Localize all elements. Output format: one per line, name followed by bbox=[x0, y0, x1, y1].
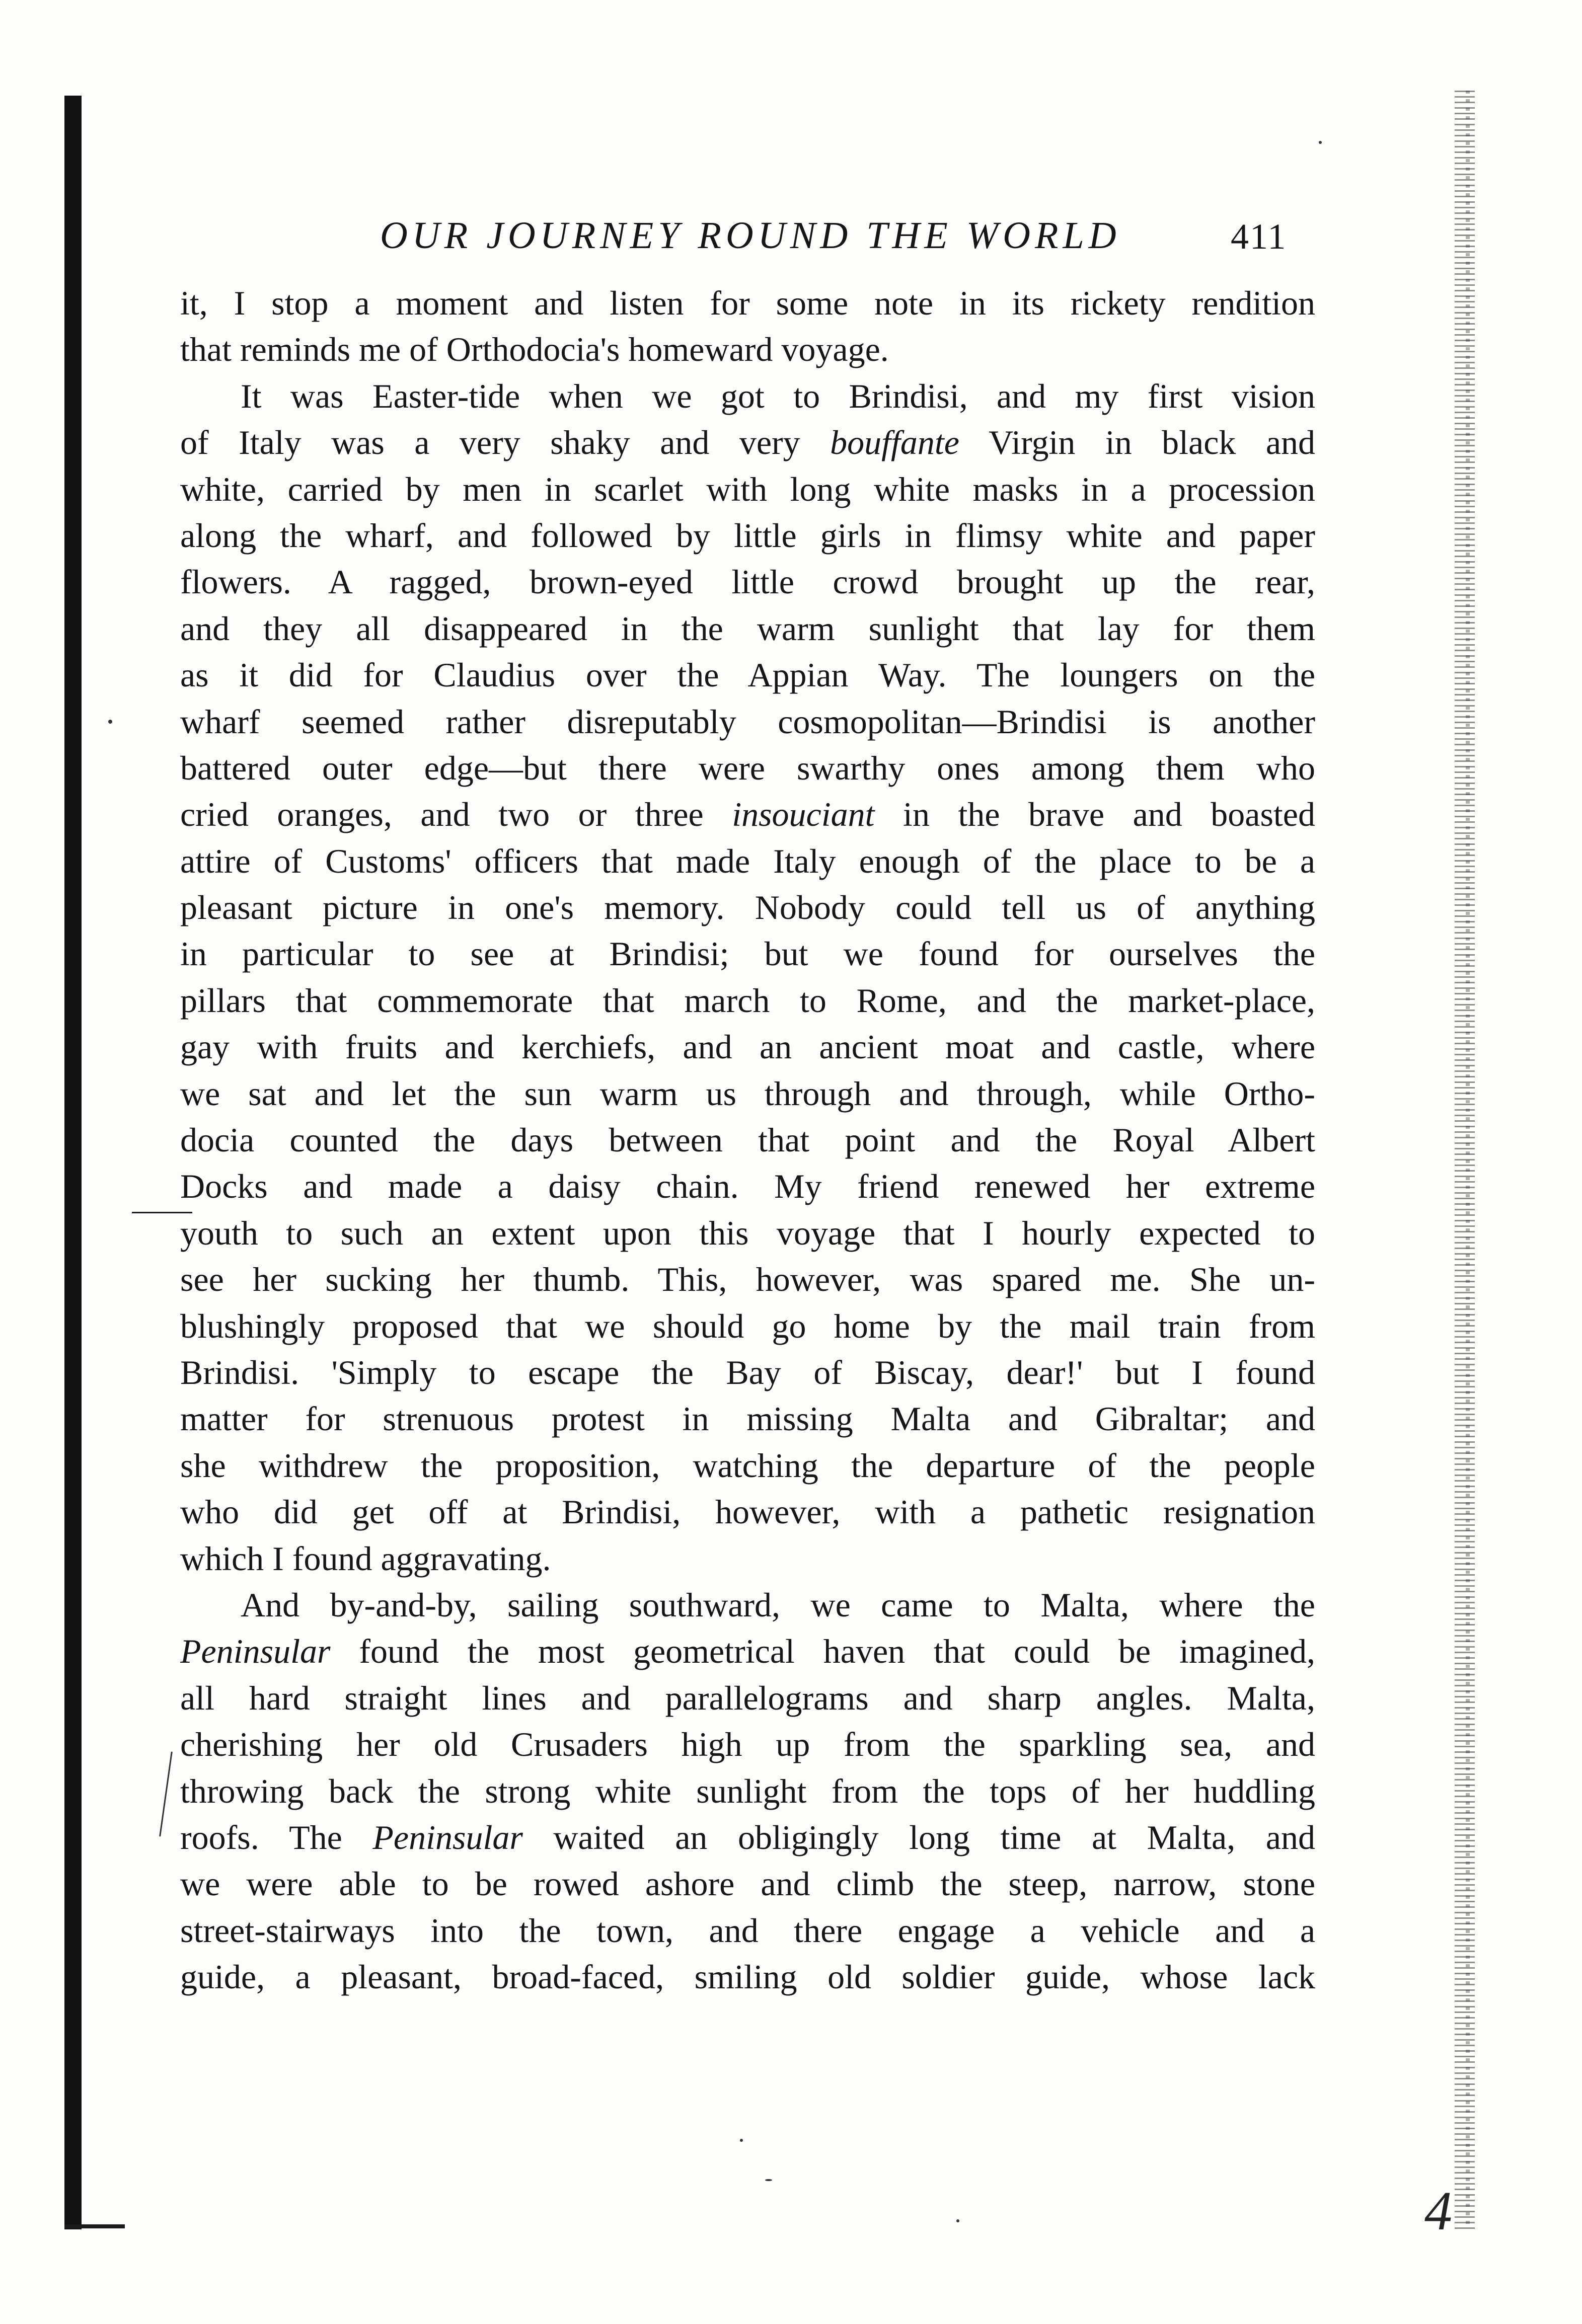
binding-edge-foot bbox=[64, 2224, 125, 2228]
text-line: street-stairways into the town, and there engage a vehicle and a bbox=[180, 1911, 1315, 1950]
text-line: blushingly proposed that we should go home by the mail train from bbox=[180, 1306, 1315, 1345]
text-line: And by-and-by, sailing southward, we came to Malta, where the bbox=[241, 1585, 1315, 1624]
scan-speck bbox=[956, 2219, 959, 2222]
text-line: as it did for Claudius over the Appian Way. The loungers on the bbox=[180, 656, 1315, 694]
text-line: youth to such an extent upon this voyage that I hourly expected to bbox=[180, 1213, 1315, 1252]
scan-speck bbox=[740, 2139, 743, 2142]
text-line: who did get off at Brindisi, however, with a pathetic resignation bbox=[180, 1493, 1315, 1531]
text-line: roofs. The Peninsular waited an obligingly long time at Malta, and bbox=[180, 1818, 1315, 1856]
text-line: pillars that commemorate that march to Rome, and the market-place, bbox=[180, 981, 1315, 1020]
text-line: wharf seemed rather disreputably cosmopolitan—Brindisi is another bbox=[180, 702, 1315, 741]
scan-edge-dots bbox=[1455, 91, 1475, 2229]
text-line: cried oranges, and two or three insouciant in the brave and boasted bbox=[180, 795, 1315, 834]
scan-speck bbox=[765, 2179, 772, 2181]
text-line: attire of Customs' officers that made Italy enough of the place to be a bbox=[180, 841, 1315, 880]
margin-pencil-rule bbox=[132, 1212, 192, 1213]
text-line: matter for strenuous protest in missing Malta and Gibraltar; and bbox=[180, 1400, 1315, 1438]
text-line: It was Easter-tide when we got to Brindisi, and my first vision bbox=[241, 376, 1315, 415]
text-line: pleasant picture in one's memory. Nobody could tell us of anything bbox=[180, 888, 1315, 927]
text-line: battered outer edge—but there were swarthy ones among them who bbox=[180, 748, 1315, 787]
text-line: that reminds me of Orthodocia's homeward voyage. bbox=[180, 330, 889, 369]
text-line: all hard straight lines and parallelograms and sharp angles. Malta, bbox=[180, 1678, 1315, 1717]
text-line: it, I stop a moment and listen for some note in its rickety rendition bbox=[180, 284, 1315, 322]
text-line: we were able to be rowed ashore and climb the steep, narrow, stone bbox=[180, 1865, 1315, 1903]
body-text bbox=[180, 280, 1315, 2000]
text-line: cherishing her old Crusaders high up from the sparkling sea, and bbox=[180, 1725, 1315, 1764]
text-line: Docks and made a daisy chain. My friend renewed her extreme bbox=[180, 1167, 1315, 1206]
margin-pencil-bracket bbox=[159, 1752, 173, 1837]
text-line: docia counted the days between that point and the Royal Albert bbox=[180, 1121, 1315, 1159]
text-line: of Italy was a very shaky and very bouffante Virgin in black and bbox=[180, 423, 1315, 462]
scan-speck bbox=[1319, 141, 1322, 144]
scan-speck bbox=[108, 720, 112, 724]
binding-edge bbox=[64, 96, 82, 2229]
text-line: throwing back the strong white sunlight from the tops of her huddling bbox=[180, 1771, 1315, 1810]
text-line: we sat and let the sun warm us through and through, while Ortho- bbox=[180, 1074, 1315, 1113]
text-line: Peninsular found the most geometrical haven that could be imagined, bbox=[180, 1632, 1315, 1671]
text-line: and they all disappeared in the warm sunlight that lay for them bbox=[180, 609, 1315, 648]
text-line: Brindisi. 'Simply to escape the Bay of Biscay, dear!' but I found bbox=[180, 1353, 1315, 1391]
text-line: along the wharf, and followed by little girls in flimsy white and paper bbox=[180, 516, 1315, 555]
page-header bbox=[380, 214, 1412, 274]
text-line: flowers. A ragged, brown-eyed little crowd brought up the rear, bbox=[180, 563, 1315, 601]
text-line: which I found aggravating. bbox=[180, 1539, 551, 1578]
running-title: OUR JOURNEY ROUND THE WORLD bbox=[380, 214, 1121, 257]
text-line: in particular to see at Brindisi; but we found for ourselves the bbox=[180, 935, 1315, 973]
text-line: see her sucking her thumb. This, however, was spared me. She un- bbox=[180, 1260, 1315, 1299]
text-line: guide, a pleasant, broad-faced, smiling old soldier guide, whose lack bbox=[180, 1958, 1315, 1996]
text-line: white, carried by men in scarlet with long white masks in a procession bbox=[180, 470, 1315, 508]
folio-scrawl: 4 bbox=[1424, 2180, 1452, 2241]
scan-edge-dots-inner bbox=[1466, 91, 1470, 2229]
page-number: 411 bbox=[1231, 216, 1287, 257]
text-line: gay with fruits and kerchiefs, and an ancient moat and castle, where bbox=[180, 1028, 1315, 1066]
text-line: she withdrew the proposition, watching the departure of the people bbox=[180, 1446, 1315, 1485]
